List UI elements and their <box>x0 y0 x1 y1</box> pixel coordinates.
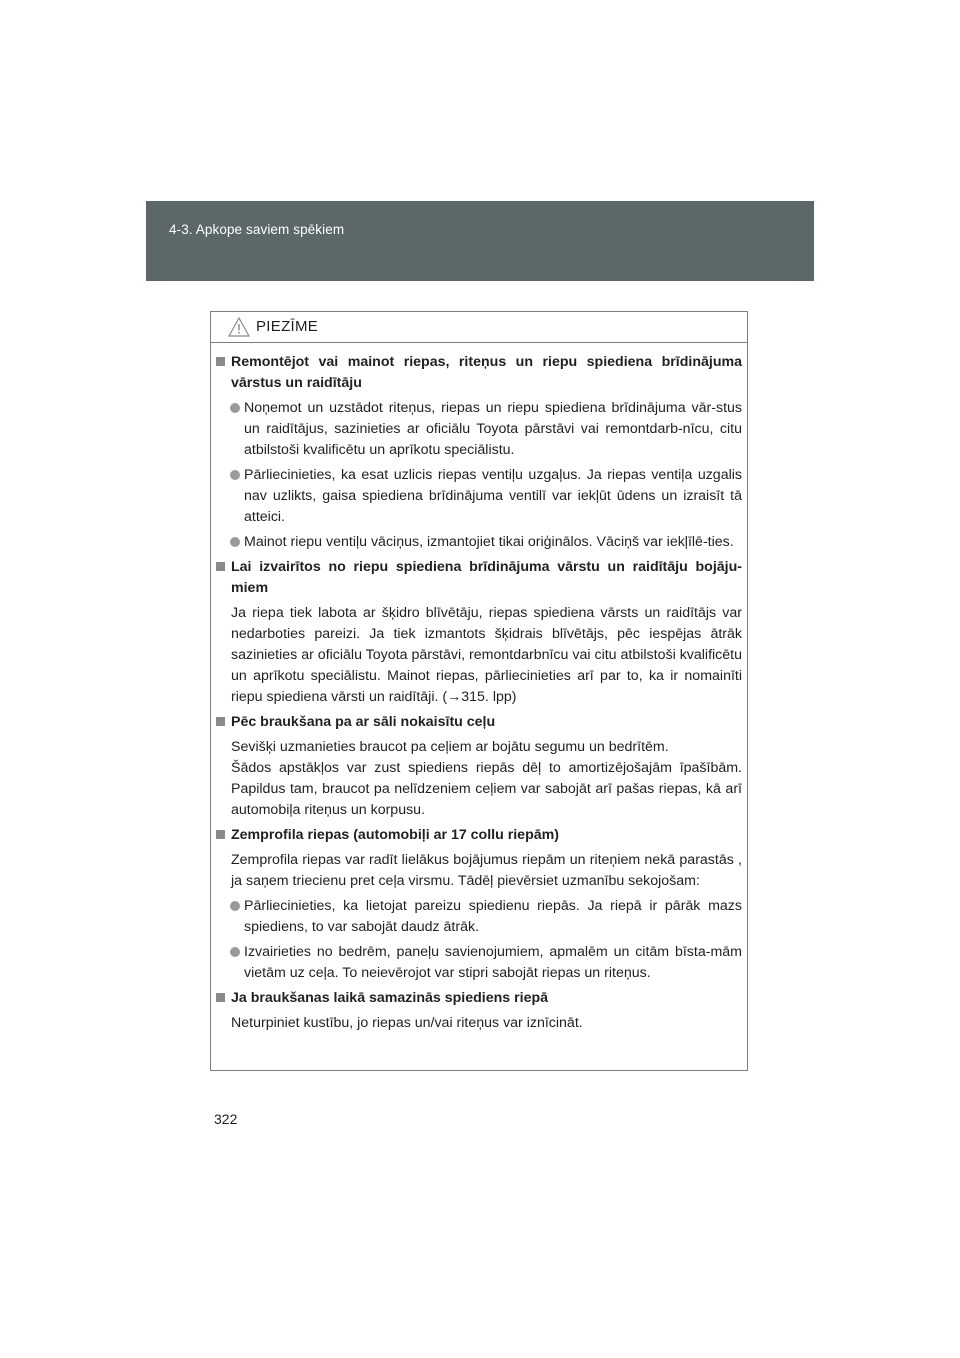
notice-body <box>211 343 747 1034</box>
list-item: Mainot riepu ventiļu vāciņus, izmantojiet tikai oriģinālos. Vāciņš var iekļīlē-ties. <box>216 532 742 553</box>
square-bullet-icon <box>216 830 225 839</box>
notice-header <box>211 312 747 343</box>
section-title: Ja braukšanas laikā samazinās spiediens riepā <box>216 988 742 1009</box>
paragraph: Zemprofila riepas var radīt lielākus bojājumus riepām un riteņiem nekā parastās , ja saņem triecienu pret ceļa virsmu. Tādēļ pievērsiet uzmanību sekojošam: <box>231 852 742 889</box>
section-title: Lai izvairītos no riepu spiediena brīdinājuma vārstu un raidītāju bojāju-miem <box>216 557 742 599</box>
list-item: Pārliecinieties, ka esat uzlicis riepas ventiļu uzgaļus. Ja riepas ventiļa uzgalis nav uzlikts, gaisa spiediena brīdinājuma ventilī var iekļūt ūdens un izraisīt tā atteici. <box>216 465 742 528</box>
circle-bullet-icon <box>230 403 240 413</box>
warning-triangle-icon <box>228 317 250 337</box>
circle-bullet-icon <box>230 901 240 911</box>
notice-title: PIEZĪME <box>256 318 319 335</box>
list-item: Noņemot un uzstādot riteņus, riepas un riepu spiediena brīdinājuma vār-stus un raidītājus, sazinieties ar oficiālu Toyota pārstāvi vai remontdarb-nīcu, citu atbilstoši kvalificētu un aprīkotu speciālistu. <box>216 398 742 461</box>
section-title: Zemprofila riepas (automobiļi ar 17 collu riepām) <box>216 825 742 846</box>
section-title: Remontējot vai mainot riepas, riteņus un riepu spiediena brīdinājuma vārstus un raidītāju <box>216 352 742 394</box>
section-header-band <box>146 201 814 281</box>
paragraph: Ja riepa tiek labota ar šķidro blīvētāju, riepas spiediena vārsts un raidītājs var nedarboties pareizi. Ja tiek izmantots šķidrais blīvētājs, pēc iespējas ātrāk sazinieties ar oficiālu Toyota pārstāvi, remontdarbnīcu vai citu atbilstoši kvalificētu un aprīkotu speciālistu. Mainot riepas, pārliecinieties arī par to, ka ir nomainīti riepu spiediena vārsti un raidītāji. (→315. lpp) <box>231 605 742 705</box>
paragraph: Šādos apstākļos var zust spiediens riepās dēļ to amortizējošajām īpašībām. Papildus tam, braucot pa nelīdzeniem ceļiem var sabojāt arī pašas riepas, kā arī automobiļa riteņus un korpusu. <box>231 760 742 818</box>
paragraph: Sevišķi uzmanieties braucot pa ceļiem ar bojātu segumu un bedrītēm. <box>231 739 669 755</box>
square-bullet-icon <box>216 562 225 571</box>
square-bullet-icon <box>216 717 225 726</box>
section-label: 4-3. Apkope saviem spēkiem <box>169 222 345 237</box>
square-bullet-icon <box>216 993 225 1002</box>
circle-bullet-icon <box>230 947 240 957</box>
circle-bullet-icon <box>230 470 240 480</box>
circle-bullet-icon <box>230 537 240 547</box>
square-bullet-icon <box>216 357 225 366</box>
list-item: Izvairieties no bedrēm, paneļu savienojumiem, apmalēm un citām bīsta-mām vietām uz ceļa. To neievērojot var stipri sabojāt riepas un riteņus. <box>216 942 742 984</box>
section-title: Pēc braukšana pa ar sāli nokaisītu ceļu <box>216 712 742 733</box>
paragraph: Neturpiniet kustību, jo riepas un/vai riteņus var iznīcināt. <box>231 1015 583 1031</box>
page-number: 322 <box>214 1111 238 1127</box>
notice-box <box>210 311 748 1071</box>
list-item: Pārliecinieties, ka lietojat pareizu spiedienu riepās. Ja riepā ir pārāk mazs spiediens, to var sabojāt daudz ātrāk. <box>216 896 742 938</box>
